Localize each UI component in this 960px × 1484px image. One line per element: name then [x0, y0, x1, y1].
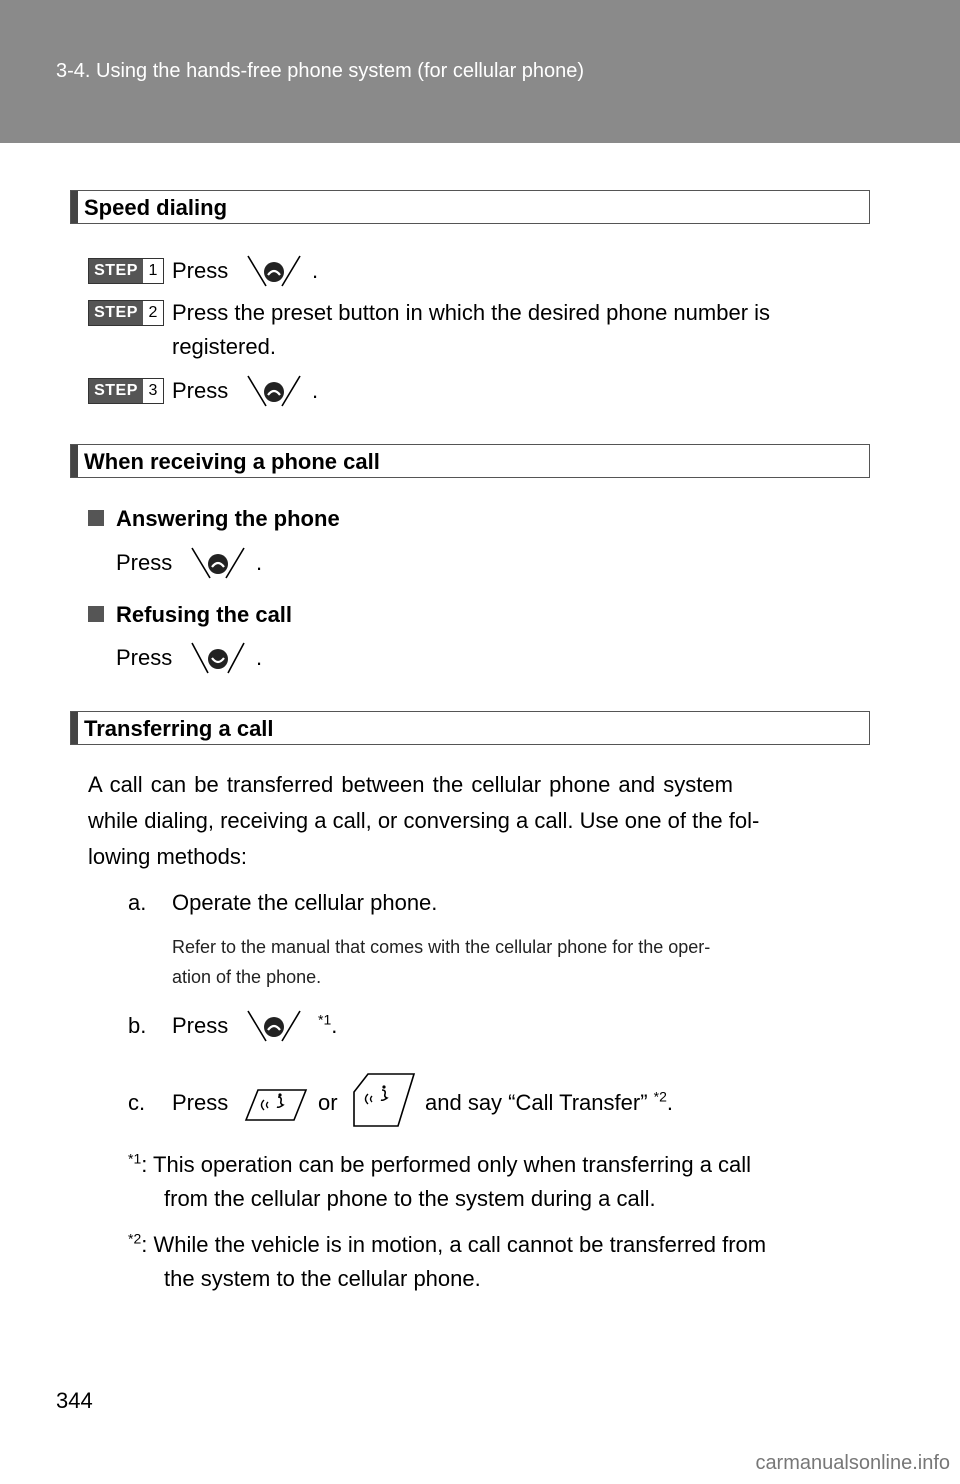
- transfer-paragraph-line: lowing methods:: [88, 844, 247, 869]
- footnote-2: $^{*2}$: While the vehicle is in motion, a call cannot be transferred from: [128, 1230, 767, 1257]
- footnote-2-cont: the system to the cellular phone.: [164, 1266, 481, 1291]
- method-a-note-line: Refer to the manual that comes with the cellular phone for the oper-: [172, 937, 711, 957]
- phone-on-hook-icon: [188, 641, 248, 675]
- step3-text: Press: [172, 378, 229, 403]
- transfer-paragraph-line: while dialing, receiving a call, or conversing a call. Use one of the fol-: [88, 808, 760, 833]
- phone-off-hook-icon: [244, 1009, 304, 1043]
- step-badge-2: STEP 2: [88, 300, 164, 326]
- footnote-ref-2: *2: [653, 1088, 667, 1105]
- step2-text-cont: registered.: [172, 334, 276, 359]
- method-c-say: and say “Call Transfer” $^{*2}$.: [425, 1088, 674, 1115]
- step-badge-1: STEP 1: [88, 258, 164, 284]
- answering-text: Press: [116, 550, 173, 575]
- method-b-text: Press: [172, 1013, 229, 1038]
- section-title: Speed dialing: [84, 195, 228, 220]
- method-c-label: c.: [128, 1090, 146, 1115]
- method-c-text: Press: [172, 1090, 229, 1115]
- refusing-period: .: [256, 645, 263, 670]
- method-b-suffix: $^{*1}$.: [318, 1011, 338, 1038]
- talk-switch-icon: [244, 1088, 308, 1122]
- bullet-square: [88, 606, 104, 622]
- footnote-1: $^{*1}$: This operation can be performed only when transferring a call: [128, 1150, 752, 1177]
- refusing-heading: Refusing the call: [116, 602, 293, 627]
- page-number: 344: [56, 1388, 93, 1413]
- step2-text: Press the preset button in which the desired phone number is: [172, 300, 771, 325]
- watermark-text: carmanualsonline.info: [755, 1452, 950, 1474]
- answering-period: .: [256, 550, 263, 575]
- bullet-square: [88, 510, 104, 526]
- footnote-ref-1: *1: [318, 1011, 332, 1028]
- step1-period: .: [312, 258, 319, 283]
- section-receiving-call: [70, 444, 870, 478]
- method-c-or: or: [318, 1090, 338, 1115]
- transfer-paragraph-line: A call can be transferred between the cellular phone and system: [88, 772, 733, 797]
- method-a-text: Operate the cellular phone.: [172, 890, 438, 915]
- section-speed-dialing: [70, 190, 870, 224]
- answering-heading: Answering the phone: [116, 506, 340, 531]
- footnote-1-cont: from the cellular phone to the system during a call.: [164, 1186, 656, 1211]
- step1-text: Press: [172, 258, 229, 283]
- refusing-text: Press: [116, 645, 173, 670]
- phone-off-hook-icon: [244, 374, 304, 408]
- step3-period: .: [312, 378, 319, 403]
- phone-off-hook-icon: [188, 546, 248, 580]
- method-a-note-line: ation of the phone.: [172, 967, 322, 987]
- section-title: When receiving a phone call: [84, 449, 380, 474]
- talk-switch-icon: [352, 1072, 416, 1128]
- method-b-label: b.: [128, 1013, 147, 1038]
- method-a-label: a.: [128, 890, 147, 915]
- step-badge-3: STEP 3: [88, 378, 164, 404]
- section-transferring-call: [70, 711, 870, 745]
- header-title: 3-4. Using the hands-free phone system (for cellular phone): [56, 60, 585, 82]
- section-title: Transferring a call: [84, 716, 274, 741]
- phone-off-hook-icon: [244, 254, 304, 288]
